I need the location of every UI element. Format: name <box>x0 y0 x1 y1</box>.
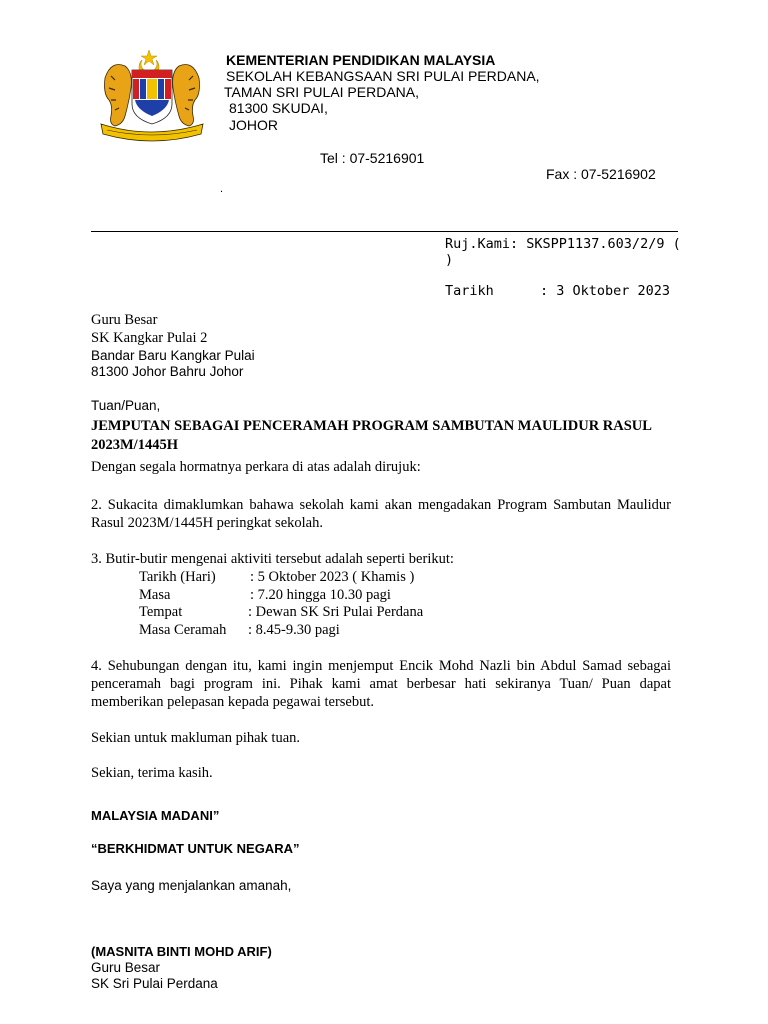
motto-madani: MALAYSIA MADANI” <box>91 808 220 823</box>
detail-label: Tarikh (Hari) <box>139 569 216 585</box>
detail-label: Masa Ceramah <box>139 622 227 638</box>
paragraph-1: Dengan segala hormatnya perkara di atas adalah dirujuk: <box>91 459 421 475</box>
reference-number-cont: ) <box>445 252 454 268</box>
stray-dot: . <box>220 183 224 195</box>
date-label: Tarikh <box>445 283 494 299</box>
detail-label: Masa <box>139 587 171 603</box>
fax: Fax : 07-5216902 <box>546 166 656 182</box>
detail-value: : 5 Oktober 2023 ( Khamis ) <box>250 569 415 585</box>
recipient-line: Guru Besar <box>91 312 158 328</box>
paragraph-6: Sekian, terima kasih. <box>91 765 213 781</box>
header-divider <box>91 231 678 232</box>
telephone: Tel : 07-5216901 <box>320 150 425 166</box>
recipient-line: Bandar Baru Kangkar Pulai <box>91 348 255 363</box>
school-area: TAMAN SRI PULAI PERDANA, <box>224 84 420 100</box>
paragraph-5: Sekian untuk makluman pihak tuan. <box>91 730 301 746</box>
detail-value: : 8.45-9.30 pagi <box>248 622 340 638</box>
subject-line: 2023M/1445H <box>91 437 178 453</box>
paragraph-4: 4. Sehubungan dengan itu, kami ingin menjemput Encik Mohd Nazli bin Abdul Samad sebagai penceramah bagi program ini. Pihak kami amat berbesar hati sekiranya Tuan/ Puan dapat memberikan pelepasan kepada pegawai tersebut. <box>91 658 671 710</box>
date-value: : 3 Oktober 2023 <box>540 283 671 299</box>
detail-value: : 7.20 hingga 10.30 pagi <box>250 587 391 603</box>
paragraph-3-intro: 3. Butir-butir mengenai aktiviti tersebut adalah seperti berikut: <box>91 551 454 567</box>
ministry-name: KEMENTERIAN PENDIDIKAN MALAYSIA <box>226 52 496 68</box>
detail-value: : Dewan SK Sri Pulai Perdana <box>248 604 424 620</box>
signer-title: Guru Besar <box>91 960 161 975</box>
paragraph-2: 2. Sukacita dimaklumkan bahawa sekolah kami akan mengadakan Program Sambutan Maulidur Rasul 2023M/1445H peringkat sekolah. <box>91 497 671 531</box>
reference-number: Ruj.Kami: SKSPP1137.603/2/9 ( <box>445 236 681 252</box>
signer-school: SK Sri Pulai Perdana <box>91 976 218 991</box>
subject-line: JEMPUTAN SEBAGAI PENCERAMAH PROGRAM SAMBUTAN MAULIDUR RASUL <box>91 418 652 434</box>
school-state: JOHOR <box>229 117 278 133</box>
recipient-line: 81300 Johor Bahru Johor <box>91 364 244 379</box>
signer-name: (MASNITA BINTI MOHD ARIF) <box>91 944 272 959</box>
school-postcode: 81300 SKUDAI, <box>229 100 328 116</box>
motto-negara: “BERKHIDMAT UNTUK NEGARA” <box>91 841 300 856</box>
trust-line: Saya yang menjalankan amanah, <box>91 878 292 893</box>
recipient-line: SK Kangkar Pulai 2 <box>91 330 208 346</box>
malaysia-coat-of-arms-icon <box>97 48 207 142</box>
school-name: SEKOLAH KEBANGSAAN SRI PULAI PERDANA, <box>226 68 540 84</box>
detail-label: Tempat <box>139 604 183 620</box>
salutation: Tuan/Puan, <box>91 398 161 413</box>
